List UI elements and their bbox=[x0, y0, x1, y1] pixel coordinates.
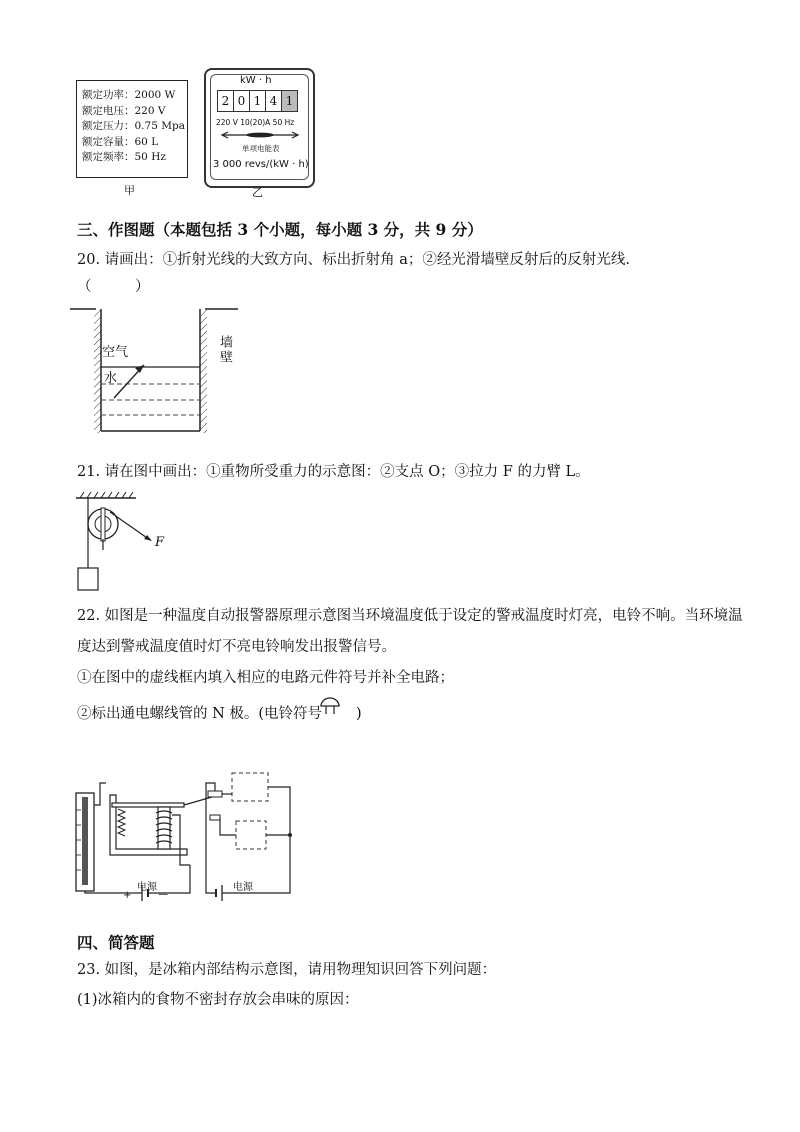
spec-line: 额定频率：50 Hz bbox=[82, 151, 166, 163]
meter-disc-icon bbox=[220, 130, 300, 140]
caption-yi: 乙 bbox=[252, 186, 263, 199]
section4-heading: 四、简答题 bbox=[77, 933, 155, 952]
meter-digit: 0 bbox=[234, 91, 250, 111]
answer-blank: （ ） bbox=[77, 279, 150, 295]
meter-digit: 4 bbox=[266, 91, 282, 111]
meter-unit: kW · h bbox=[240, 75, 272, 86]
meter-digits bbox=[217, 90, 298, 112]
q21-text: 21. 请在图中画出：①重物所受重力的示意图：②支点 O；③拉力 F 的力臂 L。 bbox=[77, 464, 590, 480]
label-power2: 电源 bbox=[233, 882, 253, 893]
meter-digit: 1 bbox=[250, 91, 266, 111]
q23-sub1: (1)冰箱内的食物不密封存放会串味的原因： bbox=[77, 992, 359, 1008]
meter-digit: 1 bbox=[282, 91, 297, 111]
label-minus: — bbox=[158, 889, 168, 900]
meter-name: 单项电能表 bbox=[242, 144, 280, 153]
meter-digit: 2 bbox=[218, 91, 234, 111]
q20-text: 20. 请画出：①折射光线的大致方向、标出折射角 a；②经光滑墙壁反射后的反射光线. bbox=[77, 252, 631, 268]
spec-list bbox=[82, 88, 185, 166]
q22-line4-end: ) bbox=[356, 706, 362, 722]
bell-symbol-icon bbox=[318, 696, 342, 716]
meter-rating: 220 V 10(20)A 50 Hz bbox=[216, 118, 295, 127]
q22-line3: ①在图中的虚线框内填入相应的电路元件符号并补全电路； bbox=[77, 670, 454, 686]
label-power1: 电源 bbox=[137, 882, 157, 893]
q20-diagram bbox=[70, 305, 250, 435]
q22-circuit-diagram bbox=[72, 765, 302, 900]
label-wall: 墙壁 bbox=[217, 335, 232, 365]
label-water: 水 bbox=[104, 371, 118, 386]
q23-text: 23. 如图，是冰箱内部结构示意图，请用物理知识回答下列问题： bbox=[77, 962, 497, 978]
meter-revs: 3 000 revs/(kW · h) bbox=[213, 159, 309, 170]
caption-jia: 甲 bbox=[124, 184, 135, 197]
q22-line4: ②标出通电螺线管的 N 极。(电铃符号 bbox=[77, 706, 323, 722]
spec-line: 额定电压：220 V bbox=[82, 104, 166, 117]
label-force: F bbox=[155, 535, 165, 550]
label-plus: + bbox=[123, 890, 132, 901]
q22-line2: 度达到警戒温度值时灯不亮电铃响发出报警信号。 bbox=[77, 639, 396, 655]
q22-line1: 22. 如图是一种温度自动报警器原理示意图当环境温度低于设定的警戒温度时灯亮，电铃不响。当环境温 bbox=[77, 608, 743, 624]
spec-line: 额定功率：2000 W bbox=[82, 89, 176, 101]
spec-line: 额定容量：60 L bbox=[82, 135, 159, 148]
section3-heading: 三、作图题（本题包括 3 个小题，每小题 3 分，共 9 分） bbox=[77, 220, 483, 239]
label-air: 空气 bbox=[102, 345, 129, 360]
spec-line: 额定压力：0.75 Mpa bbox=[82, 120, 185, 132]
